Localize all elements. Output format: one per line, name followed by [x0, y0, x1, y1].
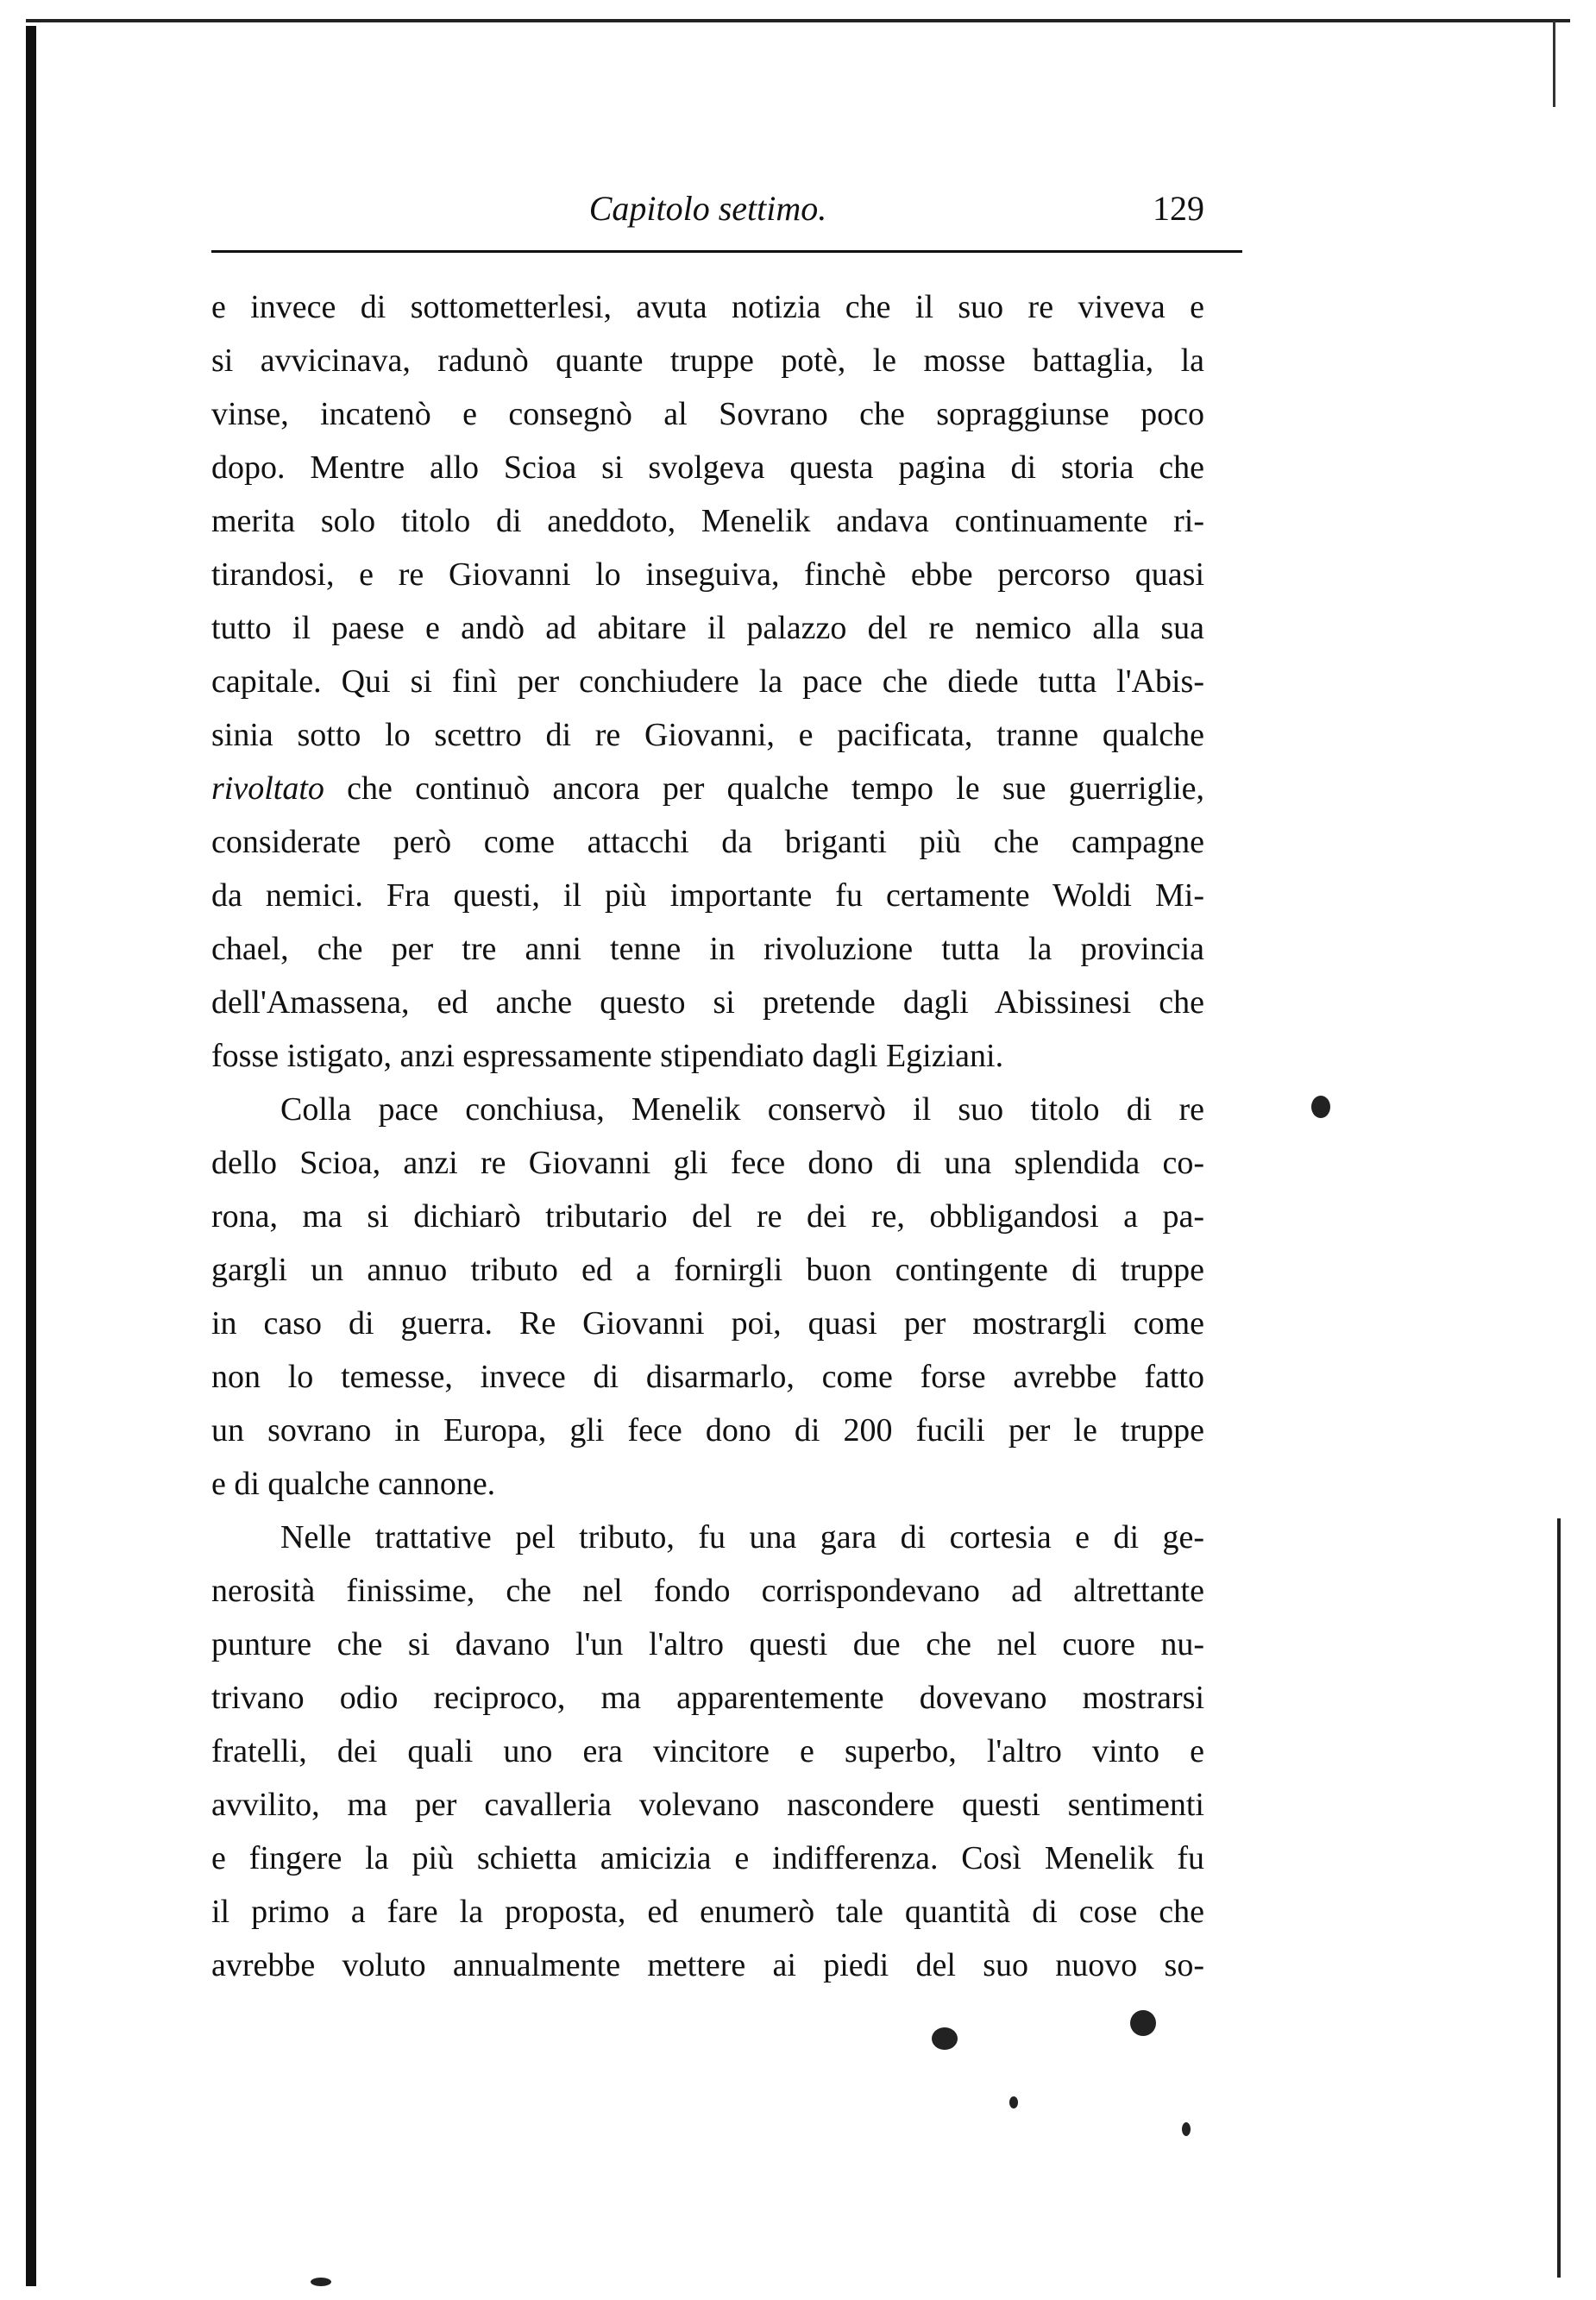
- text-line-content: vinse, incatenò e consegnò al Sovrano che sopraggiunse poco: [211, 396, 1204, 432]
- text-line-content: Colla pace conchiusa, Menelik conservò il suo titolo di re: [280, 1091, 1204, 1128]
- text-line: [211, 976, 1204, 1029]
- scan-edge-left: [26, 26, 36, 2286]
- text-line: [211, 601, 1204, 655]
- text-line-content: nerosità finissime, che nel fondo corrispondevano ad altrettante: [211, 1573, 1204, 1609]
- text-line-content: sinia sotto lo scettro di re Giovanni, e pacificata, tranne qualche: [211, 717, 1204, 753]
- text-line-content: da nemici. Fra questi, il più importante fu certamente Woldi Mi-: [211, 877, 1204, 914]
- text-line-content: avrebbe voluto annualmente mettere ai piedi del suo nuovo so-: [211, 1947, 1204, 1983]
- text-line: [211, 1083, 1204, 1136]
- text-line: [211, 1243, 1204, 1297]
- text-line-content: il primo a fare la proposta, ed enumerò tale quantità di cose che: [211, 1894, 1204, 1930]
- text-line: [211, 1564, 1204, 1618]
- text-line-content: dello Scioa, anzi re Giovanni gli fece dono di una splendida co-: [211, 1145, 1204, 1181]
- text-line-content: trivano odio reciproco, ma apparentemente dovevano mostrarsi: [211, 1680, 1204, 1716]
- chapter-title: Capitolo settimo.: [588, 189, 827, 228]
- scan-edge-right: [1553, 21, 1555, 107]
- running-head: [211, 188, 1204, 236]
- scan-edge-top: [26, 19, 1570, 22]
- text-line-content: avvilito, ma per cavalleria volevano nascondere questi sentimenti: [211, 1787, 1204, 1823]
- text-line-content: che continuò ancora per qualche tempo le sue guerriglie,: [324, 770, 1204, 807]
- text-line: [211, 280, 1204, 334]
- scan-blot: [311, 2278, 331, 2286]
- text-line-content: si avvicinava, radunò quante truppe potè, le mosse battaglia, la: [211, 342, 1204, 379]
- text-line-content: fratelli, dei quali uno era vincitore e superbo, l'altro vinto e: [211, 1733, 1204, 1769]
- text-line-content: tirandosi, e re Giovanni lo inseguiva, finchè ebbe percorso quasi: [211, 556, 1204, 593]
- text-line: [211, 494, 1204, 548]
- text-line-content: dopo. Mentre allo Scioa si svolgeva questa pagina di storia che: [211, 449, 1204, 486]
- text-line: [211, 548, 1204, 601]
- italic-word: rivoltato: [211, 770, 324, 807]
- text-line-content: merita solo titolo di aneddoto, Menelik andava continuamente ri-: [211, 503, 1204, 539]
- text-line: [211, 1457, 1204, 1511]
- text-line: [211, 815, 1204, 869]
- text-line-content: non lo temesse, invece di disarmarlo, come forse avrebbe fatto: [211, 1359, 1204, 1395]
- text-line: [211, 1618, 1204, 1671]
- page-number: 129: [1153, 189, 1204, 228]
- text-line: [211, 1297, 1204, 1350]
- text-line-content: chael, che per tre anni tenne in rivoluzione tutta la provincia: [211, 931, 1204, 967]
- text-line: [211, 1671, 1204, 1725]
- text-line: [211, 1404, 1204, 1457]
- scan-blot: [1130, 2010, 1156, 2036]
- text-line: [211, 869, 1204, 922]
- text-line: [211, 922, 1204, 976]
- text-line-content: Nelle trattative pel tributo, fu una gara di cortesia e di ge-: [280, 1519, 1204, 1555]
- header-rule: [211, 250, 1242, 253]
- scan-blot: [1009, 2096, 1018, 2108]
- text-line: [211, 655, 1204, 708]
- text-line: [211, 387, 1204, 441]
- text-line-content: punture che si davano l'un l'altro questi due che nel cuore nu-: [211, 1626, 1204, 1662]
- body-text: [211, 280, 1204, 1992]
- text-line: [211, 1832, 1204, 1885]
- text-line-content: gargli un annuo tributo ed a fornirgli buon contingente di truppe: [211, 1252, 1204, 1288]
- text-line: [211, 708, 1204, 762]
- text-line-content: considerate però come attacchi da briganti più che campagne: [211, 824, 1204, 860]
- text-line: [211, 1939, 1204, 1992]
- text-line-content: e fingere la più schietta amicizia e indifferenza. Così Menelik fu: [211, 1840, 1204, 1876]
- text-line: [211, 1190, 1204, 1243]
- scan-blot: [1182, 2122, 1191, 2136]
- text-line-content: e di qualche cannone.: [211, 1466, 496, 1502]
- text-line-content: dell'Amassena, ed anche questo si pretende dagli Abissinesi che: [211, 984, 1204, 1021]
- scan-blot: [1311, 1096, 1330, 1118]
- text-line-content: e invece di sottometterlesi, avuta notizia che il suo re viveva e: [211, 289, 1204, 325]
- text-line: [211, 1725, 1204, 1778]
- text-line-content: tutto il paese e andò ad abitare il palazzo del re nemico alla sua: [211, 610, 1204, 646]
- text-line: [211, 334, 1204, 387]
- text-line-content: in caso di guerra. Re Giovanni poi, quasi per mostrargli come: [211, 1305, 1204, 1342]
- scan-edge-right-lower: [1557, 1518, 1561, 2278]
- text-line: [211, 1350, 1204, 1404]
- text-line-content: un sovrano in Europa, gli fece dono di 200 fucili per le truppe: [211, 1412, 1204, 1448]
- text-line: [211, 1029, 1204, 1083]
- text-line: [211, 441, 1204, 494]
- text-line: [211, 1136, 1204, 1190]
- scan-blot: [932, 2027, 958, 2050]
- text-line-content: fosse istigato, anzi espressamente stipendiato dagli Egiziani.: [211, 1038, 1004, 1074]
- text-line: [211, 762, 1204, 815]
- text-line: [211, 1885, 1204, 1939]
- text-line: [211, 1511, 1204, 1564]
- text-line-content: rona, ma si dichiarò tributario del re dei re, obbligandosi a pa-: [211, 1198, 1204, 1235]
- text-line: [211, 1778, 1204, 1832]
- text-line-content: capitale. Qui si finì per conchiudere la pace che diede tutta l'Abis-: [211, 663, 1204, 700]
